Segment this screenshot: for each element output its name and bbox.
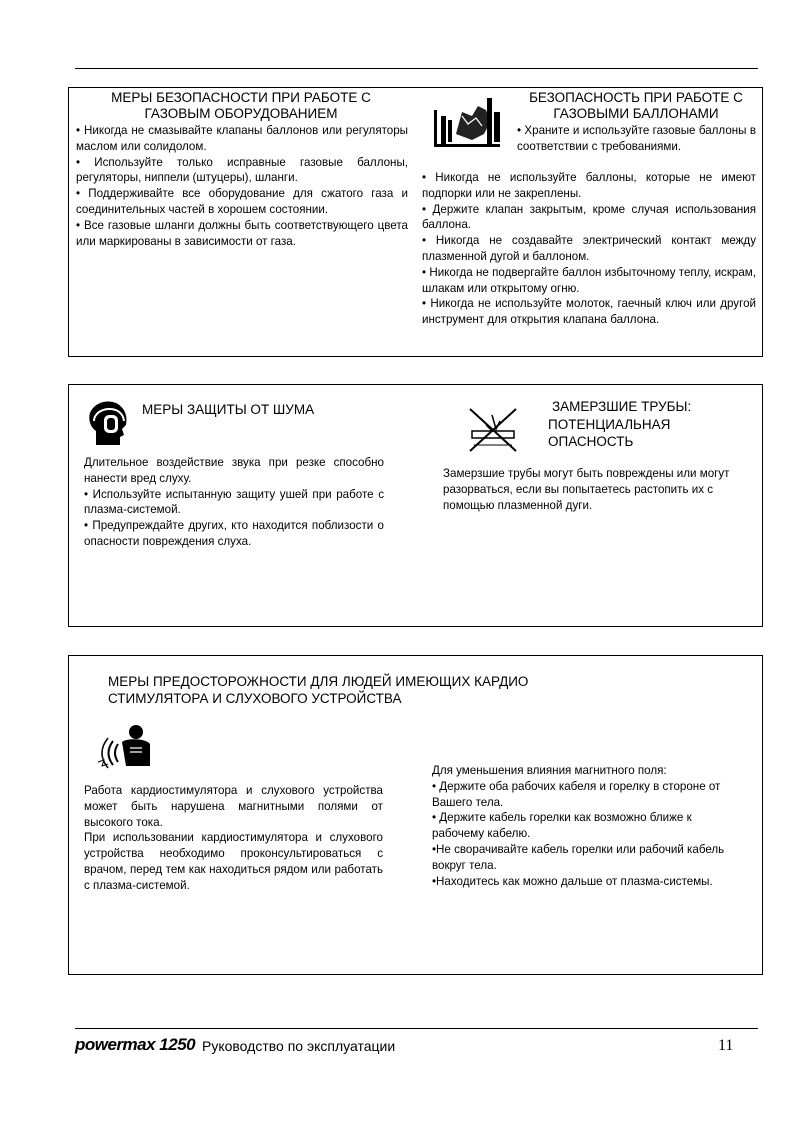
magnetic-field-list [432, 763, 732, 889]
list-item: • Используйте только исправные газовые баллоны, регуляторы, ниппели (штуцеры), шланги. [76, 155, 408, 185]
list-item: • Никогда не подвергайте баллон избыточному теплу, искрам, шлакам или открытому огню. [422, 265, 756, 295]
title-line: ОПАСНОСТЬ [548, 434, 634, 449]
list-item: •Не сворачивайте кабель горелки или рабочий кабель вокруг тела. [432, 842, 725, 872]
header-rule [75, 68, 758, 69]
noise-protection-list [84, 455, 384, 550]
list-item: Работа кардиостимулятора и слухового устройства может быть нарушена магнитными полями от высокого тока. [84, 784, 383, 829]
gas-cylinders-first-item: • Храните и используйте газовые баллоны в соответствии с требованиями. [517, 124, 756, 153]
ear-protection-icon [86, 399, 130, 447]
list-item: • Предупреждайте других, кто находится поблизости о опасности повреждения слуха. [84, 519, 384, 548]
list-item: Для уменьшения влияния магнитного поля: [432, 764, 667, 777]
list-item: • Держите кабель горелки как возможно ближе к рабочему кабелю. [432, 811, 692, 841]
page-number: 11 [718, 1037, 734, 1054]
pacemaker-title [108, 673, 528, 707]
list-item: • Используйте испытанную защиту ушей при работе с плазма-системой. [84, 487, 384, 517]
frozen-pipes-text: Замерзшие трубы могут быть повреждены или могут разорваться, если вы попытаетесь растопить их с помощью плазменной дуги. [443, 467, 730, 512]
list-item: • Держите клапан закрытым, кроме случая использования баллона. [422, 202, 756, 232]
frozen-pipes-icon [466, 405, 520, 455]
pacemaker-warning-text [84, 783, 383, 894]
list-item: • Никогда не используйте баллоны, которые не имеют подпорки или не закреплены. [422, 171, 756, 200]
footer-rule [75, 1028, 758, 1029]
list-item: •Находитесь как можно дальше от плазма-системы. [432, 874, 713, 888]
pacemaker-icon [96, 722, 154, 774]
gas-cylinders-title: БЕЗОПАСНОСТЬ ПРИ РАБОТЕ С ГАЗОВЫМИ БАЛЛОНАМИ [529, 90, 743, 121]
list-item: При использовании кардиостимулятора и слухового устройства необходимо проконсультироваться с врачом, перед тем как находиться рядом или работать с плазма-системой. [84, 831, 383, 892]
title-line: СТИМУЛЯТОРА И СЛУХОВОГО УСТРОЙСТВА [108, 691, 402, 706]
list-item: • Поддерживайте все оборудование для сжатого газа и соединительных частей в хорошем состоянии. [76, 187, 408, 216]
list-item: • Никогда не смазывайте клапаны баллонов или регуляторы маслом или солидолом. [76, 124, 408, 153]
gas-cylinder-icon [432, 94, 504, 154]
list-item: • Все газовые шланги должны быть соответствующего цвета или маркированы в зависимости от газа. [76, 218, 408, 248]
title-line: МЕРЫ ПРЕДОСТОРОЖНОСТИ ДЛЯ ЛЮДЕЙ ИМЕЮЩИХ КАРДИО [108, 674, 529, 689]
gas-equipment-title: МЕРЫ БЕЗОПАСНОСТИ ПРИ РАБОТЕ С ГАЗОВЫМ ОБОРУДОВАНИЕМ [111, 90, 371, 121]
document-title: Руководство по эксплуатации [202, 1038, 396, 1054]
title-line: ЗАМЕРЗШИЕ ТРУБЫ: [552, 399, 692, 414]
gas-equipment-list [76, 123, 408, 249]
list-item: • Держите оба рабочих кабеля и горелку в стороне от Вашего тела. [432, 779, 721, 809]
list-item: Длительное воздействие звука при резке способно нанести вред слуху. [84, 456, 384, 485]
frozen-pipes-title [548, 398, 691, 451]
noise-protection-title: МЕРЫ ЗАЩИТЫ ОТ ШУМА [142, 402, 315, 417]
brand-logo: powermax 1250 [75, 1035, 196, 1054]
gas-cylinders-list [422, 170, 756, 328]
list-item: • Никогда не создавайте электрический контакт между плазменной дугой и баллоном. [422, 234, 756, 263]
list-item: • Никогда не используйте молоток, гаечный ключ или другой инструмент для открытия клапана баллона. [422, 297, 756, 327]
title-line: ПОТЕНЦИАЛЬНАЯ [548, 416, 671, 432]
